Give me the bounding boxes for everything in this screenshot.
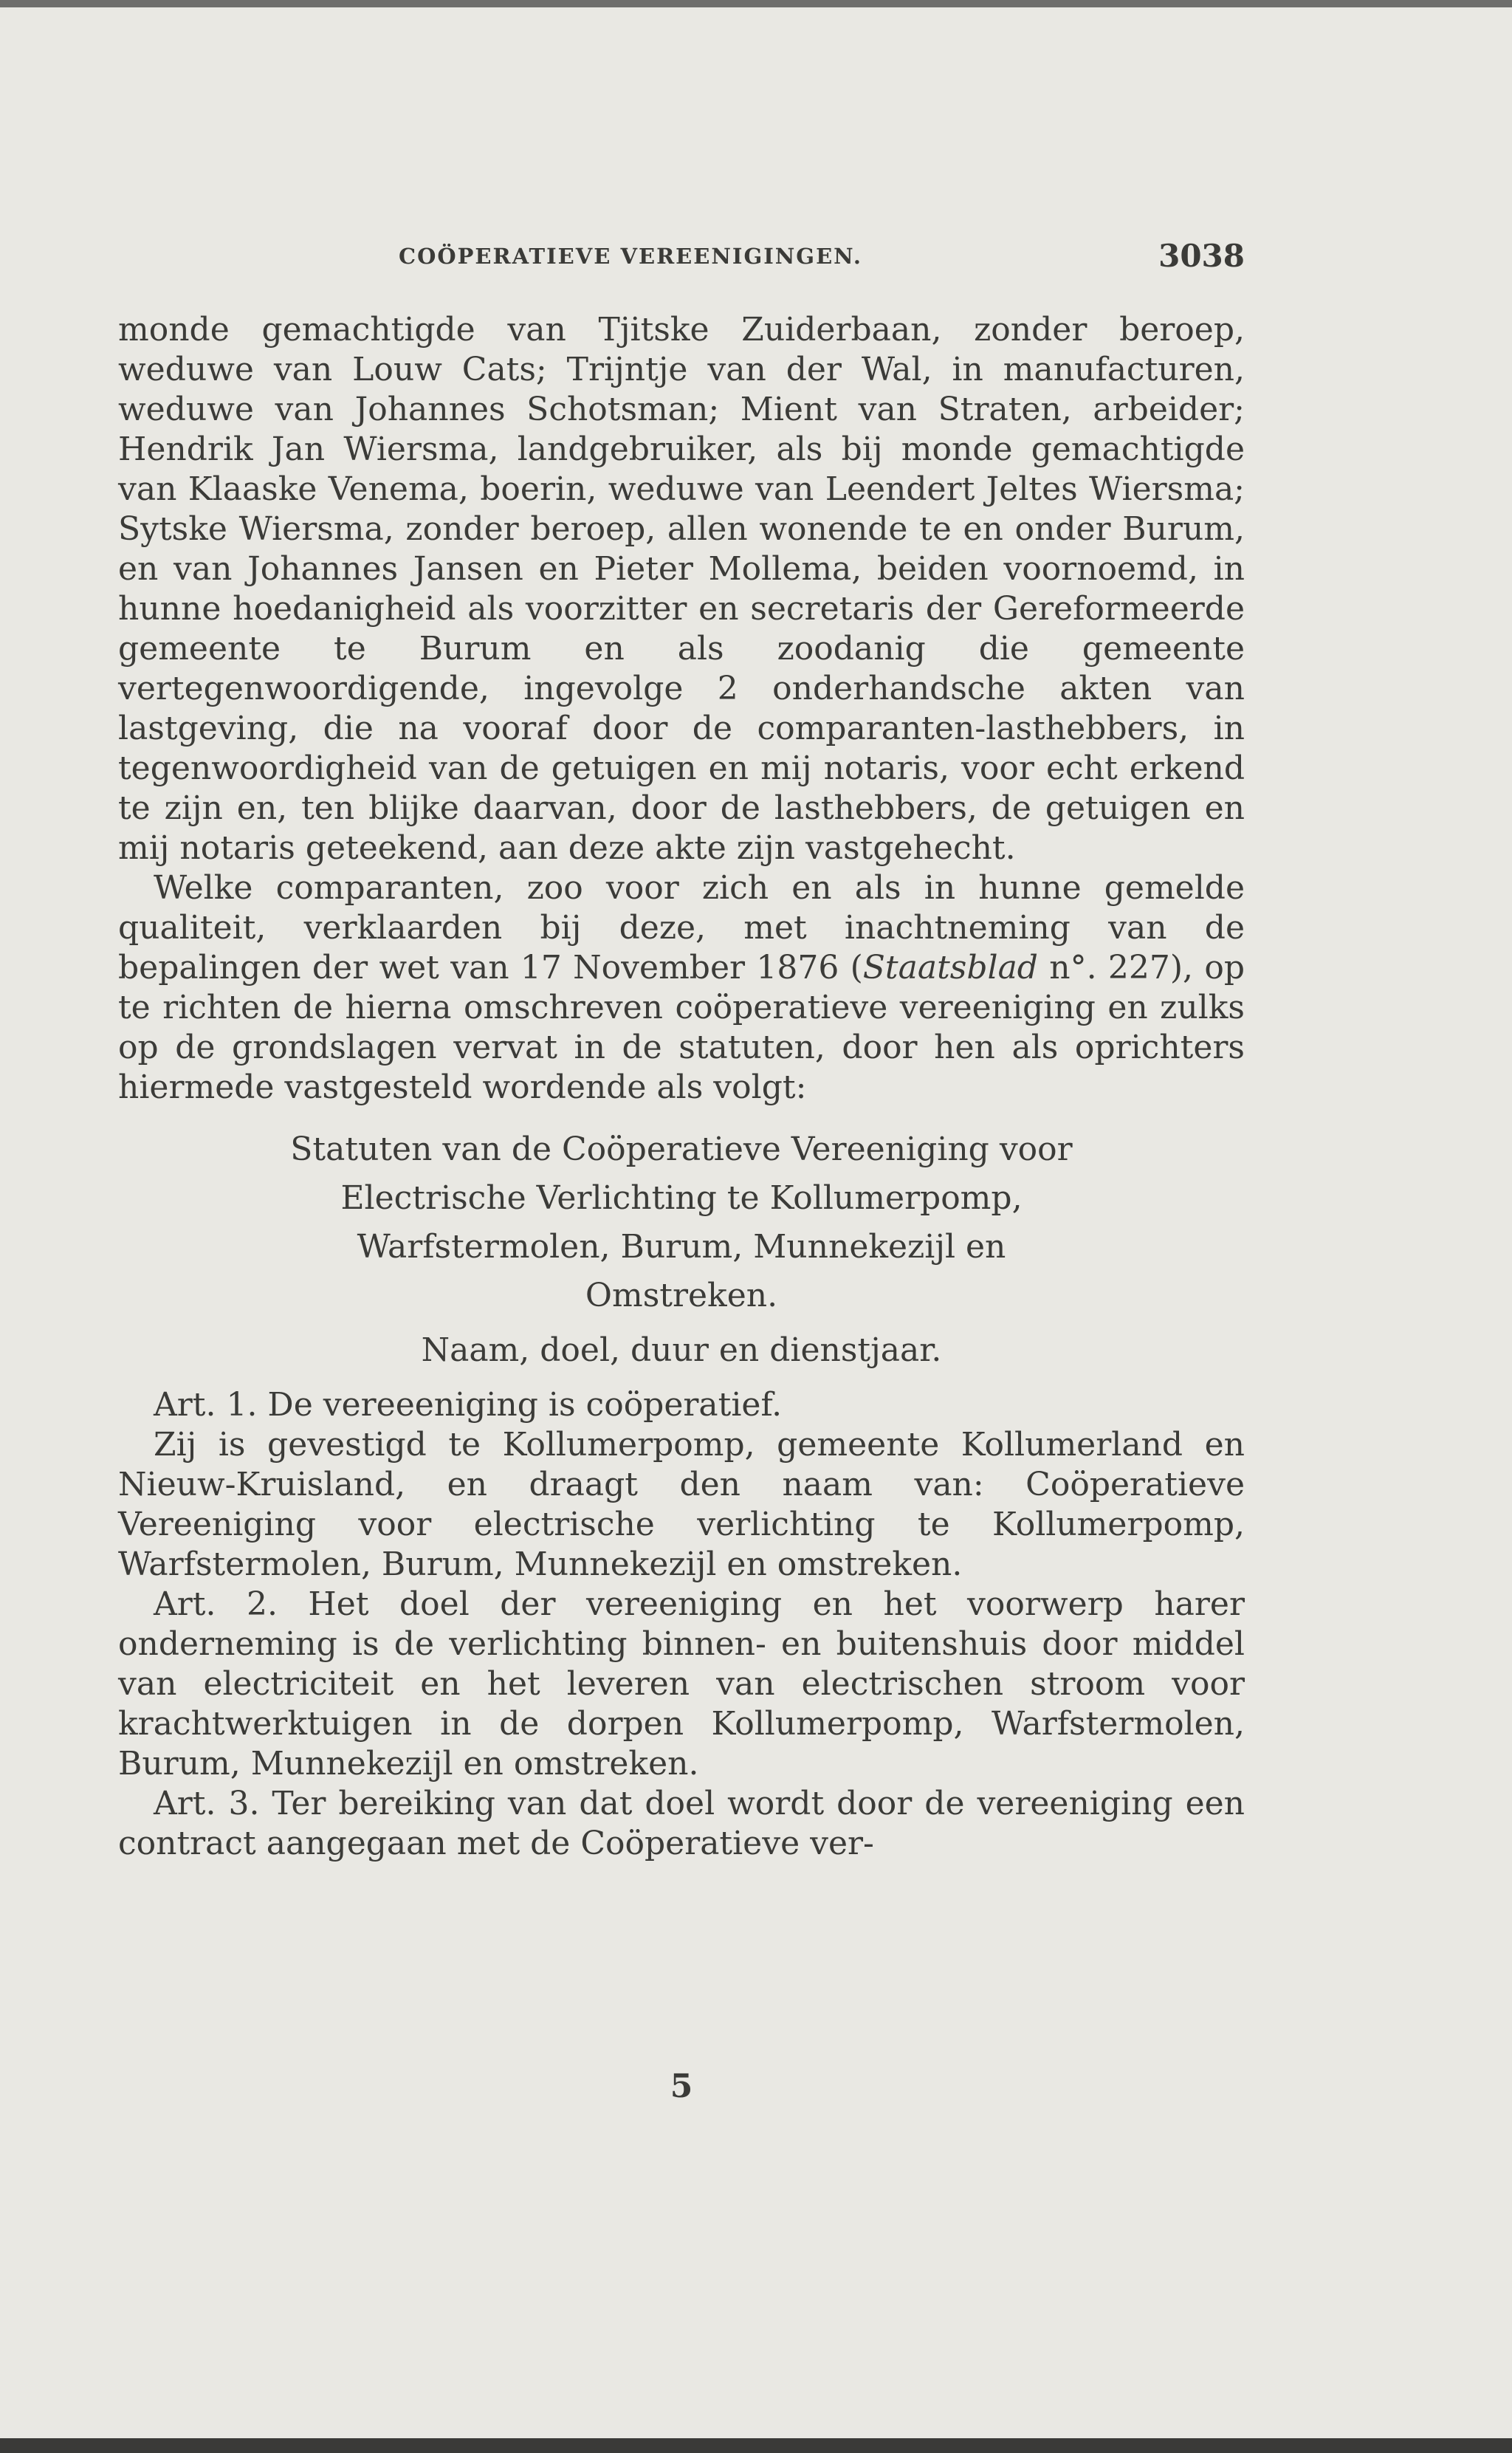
- body-text: [118, 310, 1245, 1864]
- staatsblad-italic: Staatsblad: [862, 949, 1038, 987]
- page-header: [118, 238, 1245, 275]
- statute-title-line-3: Warfstermolen, Burum, Munnekezijl en: [357, 1228, 1006, 1266]
- statute-title-line-1: Statuten van de Coöperatieve Vereeniging voor: [290, 1131, 1073, 1168]
- page-number: 3038: [1158, 238, 1245, 274]
- declaration-text-b: n°. 227), op te richten de hierna omschreven coöperatieve vereeniging en zulks op de grondslagen vervat in de statuten, door hen als oprichters hiermede vastgesteld wordende als volgt:: [118, 949, 1245, 1106]
- paragraph-parties: monde gemachtigde van Tjitske Zuiderbaan, zonder beroep, weduwe van Louw Cats; Trijntje van der Wal, in manufacturen, weduwe van Johannes Schotsman; Mient van Straten, arbeider; Hendrik Jan Wiersma, landgebruiker, als bij monde gemachtigde van Klaaske Venema, boerin, weduwe van Leendert Jeltes Wiersma; Sytske Wiersma, zonder beroep, allen wonende te en onder Burum, en van Johannes Jansen en Pieter Mollema, beiden voornoemd, in hunne hoedanigheid als voorzitter en secretaris der Gereformeerde gemeente te Burum en als zoodanig die gemeente vertegenwoordigende, ingevolge 2 onderhandsche akten van lastgeving, die na vooraf door de comparanten-lasthebbers, in tegenwoordigheid van de getuigen en mij notaris, voor echt erkend te zijn en, ten blijke daarvan, door de lasthebbers, de getuigen en mij notaris geteekend, aan deze akte zijn vastgehecht.: [118, 311, 1245, 867]
- scan-bottom-border: [0, 2438, 1512, 2453]
- running-title: COÖPERATIEVE VEREENIGINGEN.: [399, 244, 862, 269]
- article-1-first: Art. 1. De vereeeniging is coöperatief.: [154, 1386, 783, 1424]
- declaration-text-a: Welke comparanten, zoo voor zich en als in hunne gemelde qualiteit, verklaarden bij deze, met inachtneming van de bepalingen der wet van 17 November 1876 (: [118, 869, 1245, 987]
- statute-title-line-4: Omstreken.: [585, 1277, 778, 1314]
- article-1-second: Zij is gevestigd te Kollumerpomp, gemeente Kollumerland en Nieuw-Kruisland, en draagt den naam van: Coöperatieve Vereeniging voor electrische verlichting te Kollumerpomp, Warfstermolen, Burum, Munnekezijl en omstreken.: [118, 1426, 1245, 1583]
- statute-title: [118, 1125, 1245, 1320]
- statute-title-line-2: Electrische Verlichting te Kollumerpomp,: [340, 1179, 1023, 1217]
- scan-top-border: [0, 0, 1512, 7]
- article-3: Art. 3. Ter bereiking van dat doel wordt door de vereeniging een contract aangegaan met de Coöperatieve ver-: [118, 1785, 1245, 1862]
- signature-mark: 5: [670, 2068, 693, 2105]
- paragraph-declaration: [118, 868, 1245, 1108]
- section-heading: Naam, doel, duur en dienstjaar.: [421, 1331, 942, 1369]
- article-2: Art. 2. Het doel der vereeniging en het voorwerp harer onderneming is de verlichting binnen- en buitenshuis door middel van electriciteit en het leveren van electrischen stroom voor krachtwerktuigen in de dorpen Kollumerpomp, Warfstermolen, Burum, Munnekezijl en omstreken.: [118, 1585, 1245, 1783]
